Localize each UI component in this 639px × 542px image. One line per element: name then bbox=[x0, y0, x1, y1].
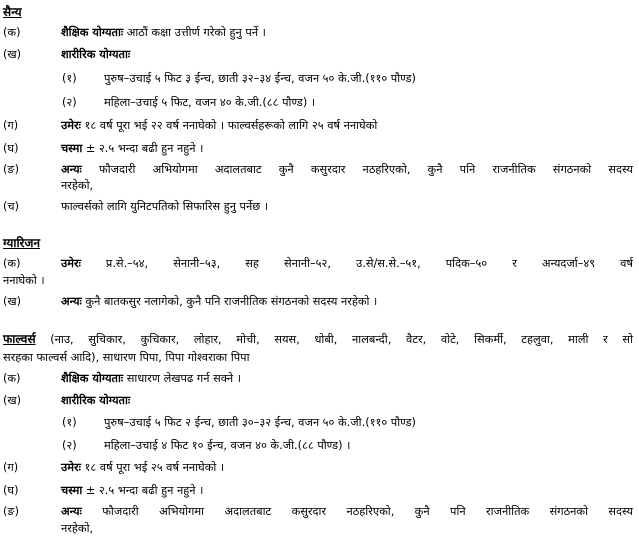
item-label: उमेरः bbox=[61, 119, 81, 132]
section-heading-garrison: ग्यारिजन bbox=[3, 236, 41, 250]
item-text: साधारण लेखपढ गर्न सक्ने । bbox=[123, 372, 242, 385]
sub-item-text: पुरुष–उचाई ५ फिट २ ईन्च, छाती ३०–३२ ईन्च, वजन ५० के.जी.(११० पौण्ड) bbox=[104, 416, 416, 429]
item-text: १८ वर्ष पूरा भई २२ वर्ष ननाघेको । फाल्वर्सहरूको लागि २५ वर्ष ननाघेको bbox=[80, 119, 378, 132]
item-text: फौजदारी अभियोगमा अदालतबाट कुनै कसुरदार नठहरिएको, कुनै पनि राजनीतिक संगठनको सदस्य bbox=[81, 163, 633, 176]
item-marker: (क) bbox=[3, 372, 21, 385]
item-marker: (क) bbox=[3, 257, 21, 270]
item-text: १८ वर्ष पूरा भई २५ वर्ष ननाघेको । bbox=[80, 461, 225, 474]
item-text: ± २.५ भन्दा बढी हुन नहुने । bbox=[82, 484, 204, 497]
item-label: उमेरः bbox=[61, 461, 81, 474]
item-label: चस्मा bbox=[61, 142, 83, 155]
item-marker: (ङ) bbox=[3, 163, 20, 176]
sub-item-marker: (१) bbox=[62, 72, 77, 85]
item-marker: (ख) bbox=[3, 394, 22, 407]
sub-item-text: पुरुष–उचाई ५ फिट ३ ईन्च, छाती ३२–३४ ईन्च, वजन ५० के.जी.(११० पौण्ड) bbox=[104, 72, 416, 85]
item-label: चस्मा bbox=[61, 484, 83, 497]
item-text-continued: नरहेको, bbox=[61, 522, 94, 535]
item-label: शैक्षिक योग्यताः bbox=[61, 372, 124, 385]
item-marker: (ग) bbox=[3, 119, 19, 132]
item-label: शारीरिक योग्यताः bbox=[61, 394, 131, 407]
item-marker: (ग) bbox=[3, 461, 19, 474]
section-heading-followers: फाल्वर्स bbox=[3, 332, 36, 346]
item-marker: (ख) bbox=[3, 48, 22, 61]
item-marker: (घ) bbox=[3, 484, 19, 497]
item-label: शैक्षिक योग्यताः bbox=[61, 26, 124, 39]
followers-intro-line2: सरहका फाल्वर्स आदि), साधारण पिपा, पिपा गोश्वराका पिपा bbox=[3, 351, 250, 364]
item-label: अन्यः bbox=[61, 505, 82, 518]
sub-item-text: महिला–उचाई ४ फिट १० ईन्च, वजन ४० के.जी.(८८ पौण्ड) । bbox=[104, 439, 351, 452]
item-text-continued: ननाघेको । bbox=[3, 274, 45, 287]
item-label: अन्यः bbox=[61, 295, 82, 308]
sub-item-text: महिला–उचाई ५ फिट, वजन ४० के.जी.(८८ पौण्ड) । bbox=[104, 96, 316, 109]
sub-item-marker: (२) bbox=[62, 96, 77, 109]
section-heading-sainya: सैन्य bbox=[3, 5, 22, 19]
item-marker: (ख) bbox=[3, 295, 22, 308]
item-text: फौजदारी अभियोगमा अदालतबाट कसुरदार नठहरिएको, कुनै पनि राजनीतिक संगठनको सदस्य bbox=[81, 505, 633, 518]
item-label: अन्यः bbox=[61, 163, 82, 176]
item-text: कुनै बातकसुर नलागेको, कुनै पनि राजनीतिक संगठनको सदस्य नरहेको । bbox=[81, 295, 378, 308]
sub-item-marker: (१) bbox=[62, 416, 77, 429]
followers-intro bbox=[3, 331, 633, 348]
sub-item-marker: (२) bbox=[62, 439, 77, 452]
item-marker: (घ) bbox=[3, 142, 19, 155]
item-marker: (च) bbox=[3, 200, 19, 213]
item-marker: (क) bbox=[3, 26, 21, 39]
item-text-continued: नरहेको, bbox=[61, 179, 94, 192]
item-marker: (ङ) bbox=[3, 505, 20, 518]
followers-intro-line1: (नाउ, सुचिकार, कुचिकार, लोहार, मोची, सयस, धोबी, नालबन्दी, वैटर, वोटे, सिकर्मी, टहलुवा, माली र सो bbox=[35, 333, 633, 346]
item-text: ± २.५ भन्दा बढी हुन नहुने । bbox=[82, 142, 204, 155]
item-label: उमेरः bbox=[61, 257, 81, 270]
item-label: शारीरिक योग्यताः bbox=[61, 48, 131, 61]
item-text: आठौं कक्षा उत्तीर्ण गरेको हुनु पर्ने । bbox=[123, 26, 266, 39]
item-text: प्र.से.–५४, सेनानी–५३, सह सेनानी–५२, उ.से/स.से.–५१, पदिक–५० र अन्यदर्जा–४९ वर्ष bbox=[80, 257, 633, 270]
item-text: फाल्वर्सको लागि युनिटपतिको सिफारिस हुनु पर्नेछ । bbox=[61, 200, 269, 213]
